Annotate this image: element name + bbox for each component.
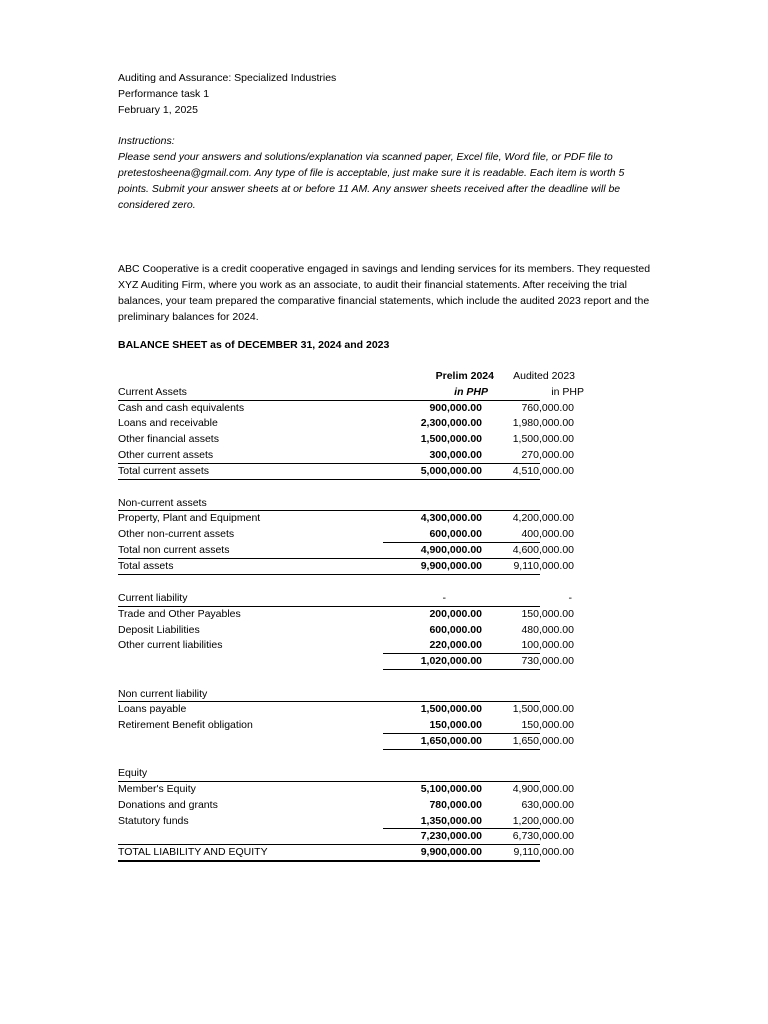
- table-row: Cash and cash equivalents 900,000.00 760,000.00: [118, 401, 574, 414]
- table-row: Trade and Other Payables 200,000.00 150,000.00: [118, 607, 574, 620]
- grand-total-row: Total assets 9,900,000.00 9,110,000.00: [118, 559, 540, 575]
- table-row: Donations and grants 780,000.00 630,000.00: [118, 798, 574, 811]
- current-liability-heading: Current liability: [118, 592, 188, 605]
- column-unit-row: [118, 385, 584, 401]
- balance-sheet-table: [118, 369, 584, 862]
- total-row: 1,650,000.00 1,650,000.00: [118, 734, 540, 750]
- table-row: Other financial assets 1,500,000.00 1,500,000.00: [118, 433, 574, 446]
- document-page: [118, 70, 658, 353]
- noncurrent-assets-heading: Non-current assets: [118, 496, 207, 509]
- table-row: Other current liabilities 220,000.00 100,000.00: [118, 638, 540, 654]
- noncurrent-liability-heading: Non current liability: [118, 687, 208, 700]
- total-row: Total current assets 5,000,000.00 4,510,000.00: [118, 464, 540, 480]
- section-heading-row: Current liability - -: [118, 591, 540, 607]
- instructions-text: Please send your answers and solutions/explanation via scanned paper, Excel file, Word file, or PDF file to pretestosheena@gmail.com. Any type of file is acceptable, just make sure it is readable. Each item is worth 5 points. Submit your answer sheets at or before 11 AM. Any answer sheets received after the deadline will be considered zero.: [118, 151, 625, 211]
- grand-total-row: TOTAL LIABILITY AND EQUITY 9,900,000.00 9,110,000.00: [118, 845, 540, 862]
- col-2024-head: Prelim 2024: [435, 370, 494, 382]
- column-header-row: [118, 369, 575, 385]
- table-row: Loans and receivable 2,300,000.00 1,980,000.00: [118, 417, 574, 430]
- total-row: Total non current assets 4,900,000.00 4,600,000.00: [118, 543, 540, 559]
- table-row: Member's Equity 5,100,000.00 4,900,000.00: [118, 783, 574, 796]
- col-2023-unit: in PHP: [551, 385, 584, 398]
- instructions-block: [118, 133, 638, 213]
- table-row: Retirement Benefit obligation 150,000.00 150,000.00: [118, 718, 540, 734]
- col-2023-head: Audited 2023: [513, 370, 575, 382]
- document-date: February 1, 2025: [118, 104, 198, 116]
- course-title: Auditing and Assurance: Specialized Industries: [118, 72, 337, 84]
- table-row: Other current assets 300,000.00 270,000.00: [118, 448, 540, 464]
- section-heading-row: [118, 496, 540, 512]
- balance-sheet-title: BALANCE SHEET as of DECEMBER 31, 2024 and 2023: [118, 339, 390, 351]
- col-2024-unit: in PHP: [454, 385, 488, 398]
- table-row: Statutory funds 1,350,000.00 1,200,000.00: [118, 814, 540, 830]
- current-assets-heading: Current Assets: [118, 385, 187, 398]
- instructions-label: Instructions:: [118, 135, 175, 147]
- section-heading-row: [118, 687, 540, 703]
- total-row: 7,230,000.00 6,730,000.00: [118, 829, 540, 845]
- table-row: Deposit Liabilities 600,000.00 480,000.00: [118, 623, 574, 636]
- intro-paragraph: ABC Cooperative is a credit cooperative engaged in savings and lending services for its members. They requested XYZ Auditing Firm, where you work as an associate, to audit their financial statements. After receiving the trial balances, your team prepared the comparative financial statements, which include the audited 2023 report and the preliminary balances for 2024.: [118, 263, 651, 323]
- table-row: Property, Plant and Equipment 4,300,000.00 4,200,000.00: [118, 512, 574, 525]
- equity-heading: Equity: [118, 767, 148, 780]
- section-heading-row: [118, 766, 540, 782]
- table-row: Loans payable 1,500,000.00 1,500,000.00: [118, 703, 574, 716]
- task-title: Performance task 1: [118, 88, 210, 100]
- table-row: Other non-current assets 600,000.00 400,000.00: [118, 527, 540, 543]
- total-row: 1,020,000.00 730,000.00: [118, 654, 540, 670]
